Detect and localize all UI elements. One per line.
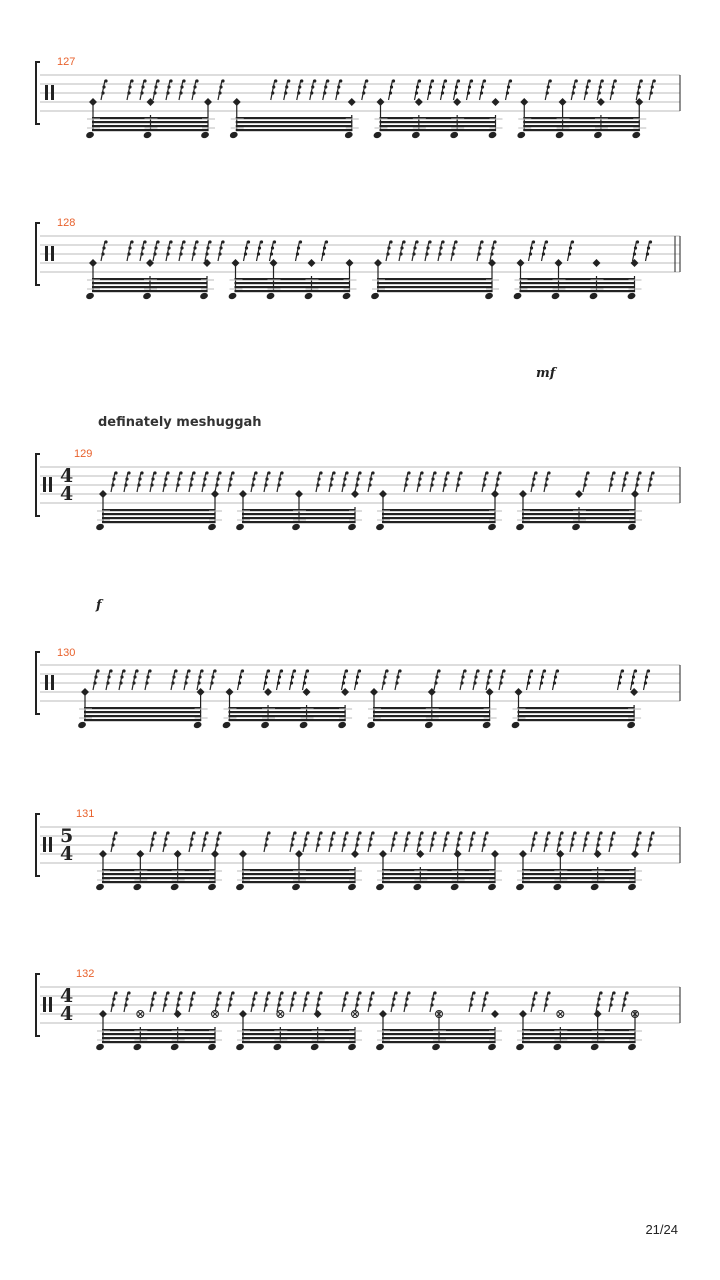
measure-number: 132 [76, 968, 95, 980]
note-group [95, 471, 654, 531]
svg-text:5: 5 [60, 825, 74, 847]
note-group [95, 991, 642, 1051]
note-group [85, 240, 652, 300]
system-bracket [36, 974, 40, 1036]
svg-text:4: 4 [60, 843, 74, 865]
measure-number: 128 [57, 217, 76, 229]
system-127 [36, 56, 680, 139]
instruction-text: definately meshuggah [98, 415, 262, 430]
system-bracket [36, 62, 40, 124]
staff-lines [40, 75, 680, 111]
svg-text:4: 4 [60, 483, 74, 505]
system-131 [36, 808, 680, 891]
page-number: 21/24 [645, 1222, 678, 1237]
system-129 [36, 448, 680, 613]
svg-text:4: 4 [60, 1003, 74, 1025]
system-bracket [36, 223, 40, 285]
svg-text:4: 4 [60, 465, 74, 487]
time-signature [60, 985, 73, 1025]
time-signature [60, 465, 73, 505]
measure-number: 127 [57, 56, 76, 68]
system-128 [36, 217, 680, 381]
system-bracket [36, 814, 40, 876]
system-bracket [36, 652, 40, 714]
system-130 [36, 647, 680, 729]
dynamic-marking: mf [536, 366, 556, 381]
measure-number: 130 [57, 647, 76, 659]
svg-text:4: 4 [60, 985, 74, 1007]
measure-number: 129 [74, 448, 93, 460]
measure-number: 131 [76, 808, 95, 820]
note-group [77, 669, 650, 729]
note-group [95, 831, 654, 891]
system-132 [36, 968, 680, 1051]
staff-lines [40, 236, 680, 272]
time-signature [60, 825, 73, 865]
system-bracket [36, 454, 40, 516]
note-group [85, 79, 656, 139]
dynamic-marking: f [96, 598, 102, 613]
